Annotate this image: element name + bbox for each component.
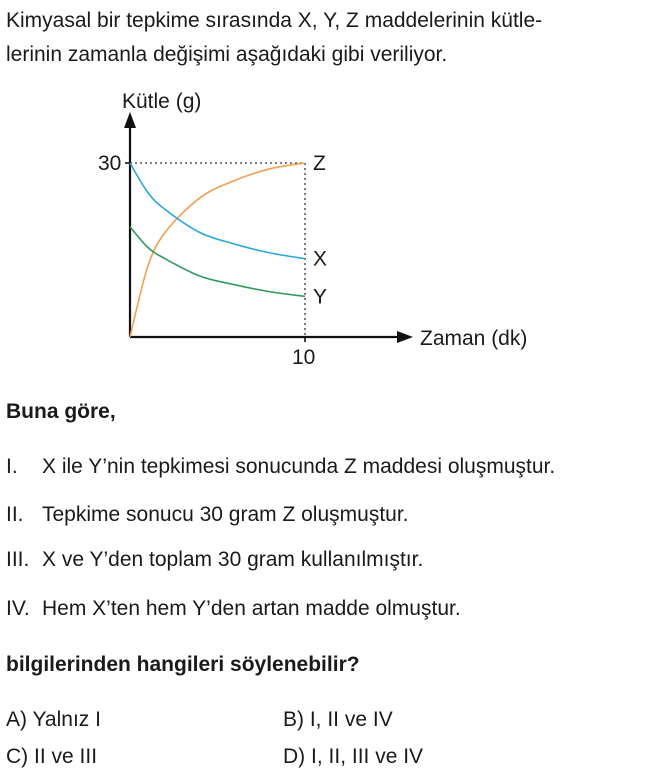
statement-3-number: III. <box>6 548 30 571</box>
option-c[interactable] <box>6 745 97 769</box>
statement-4 <box>6 597 461 621</box>
option-d-label: D) <box>283 745 306 768</box>
y-tick-label-30: 30 <box>98 152 122 175</box>
x-axis-label: Zaman (dk) <box>420 327 528 350</box>
statement-2-text: Tepkime sonucu 30 gram Z oluşmuştur. <box>42 503 409 526</box>
chart-axes <box>124 112 413 343</box>
statement-3 <box>6 548 423 572</box>
statement-2-number: II. <box>6 503 24 526</box>
x-axis-arrow <box>397 331 413 343</box>
mass-time-chart <box>0 80 600 380</box>
statement-1-number: I. <box>6 455 18 478</box>
series-x-label: X <box>313 247 328 271</box>
option-a-label: A) <box>6 708 27 731</box>
option-a[interactable] <box>6 708 101 732</box>
series-z-label: Z <box>313 152 326 175</box>
statement-1-text: X ile Y’nin tepkimesi sonucunda Z maddesi oluşmuştur. <box>42 455 556 478</box>
intro-line-2: lerinin zamanla değişimi aşağıdaki gibi veriliyor. <box>6 43 448 66</box>
statement-3-text: X ve Y’den toplam 30 gram kullanılmıştır. <box>42 548 424 571</box>
option-c-label: C) <box>6 745 29 768</box>
series-y-line <box>130 227 305 297</box>
x-tick-label-10: 10 <box>292 346 316 369</box>
lead-text: Buna göre, <box>6 400 116 423</box>
chart-guides <box>130 163 305 337</box>
question-intro <box>6 4 646 72</box>
series-y-label: Y <box>313 285 328 309</box>
chart-labels <box>98 90 527 369</box>
option-a-text: Yalnız I <box>32 708 101 731</box>
series-z-line <box>130 163 305 337</box>
y-axis-arrow <box>124 112 136 128</box>
statement-4-number: IV. <box>6 597 30 620</box>
option-b[interactable] <box>283 708 393 732</box>
chart-series <box>130 163 305 337</box>
statement-4-text: Hem X’ten hem Y’den artan madde olmuştur. <box>42 597 461 620</box>
option-d[interactable] <box>283 745 423 769</box>
statement-2 <box>6 503 409 527</box>
statement-1 <box>6 455 555 479</box>
intro-line-1: Kimyasal bir tepkime sırasında X, Y, Z maddelerinin kütle- <box>6 9 543 32</box>
option-b-label: B) <box>283 708 304 731</box>
option-c-text: II ve III <box>34 745 98 768</box>
y-axis-label: Kütle (g) <box>122 90 202 113</box>
option-b-text: I, II ve IV <box>309 708 393 731</box>
question-prompt: bilgilerinden hangileri söylenebilir? <box>6 653 360 676</box>
option-d-text: I, II, III ve IV <box>311 745 424 768</box>
